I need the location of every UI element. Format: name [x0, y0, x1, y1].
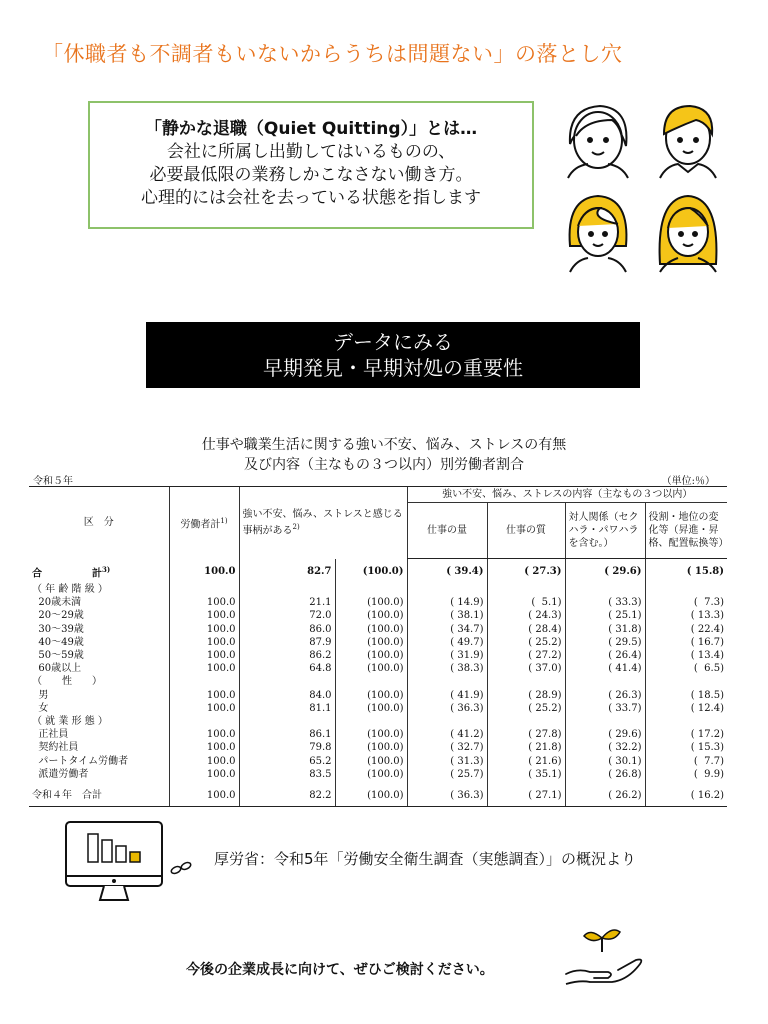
sprout-hand-icon — [562, 924, 646, 990]
row-label: 男 — [32, 689, 49, 701]
cell-relationships: ( 41.4) — [565, 662, 645, 675]
cell-relationships: ( 26.4) — [565, 649, 645, 662]
header-workers: 労働者計$^{1)}$ — [169, 487, 239, 559]
table-row — [29, 649, 727, 662]
cell-paren: (100.0) — [335, 768, 407, 781]
cell-quality: ( 5.1) — [487, 596, 565, 609]
definition-box — [88, 101, 534, 229]
cell-volume: ( 49.7) — [407, 636, 487, 649]
row-label: 40～49歳 — [32, 636, 84, 648]
cell-stress — [239, 583, 335, 596]
banner-line: データにみる — [333, 330, 453, 354]
cell-relationships: ( 26.8) — [565, 768, 645, 781]
cell-stress: 65.2 — [239, 755, 335, 768]
cell-relationships: ( 29.6) — [565, 559, 645, 584]
cell-total — [169, 715, 239, 728]
cell-volume: ( 38.3) — [407, 662, 487, 675]
cell-stress: 79.8 — [239, 741, 335, 754]
woman-yellow-avatar-icon — [570, 196, 627, 272]
header-work-quality: 仕事の質 — [487, 503, 565, 559]
cell-relationships: ( 26.3) — [565, 689, 645, 702]
cell-volume: ( 41.9) — [407, 689, 487, 702]
row-label: 女 — [32, 702, 49, 714]
cell-total: 100.0 — [169, 649, 239, 662]
cell-stress: 72.0 — [239, 609, 335, 622]
cell-quality: ( 21.8) — [487, 741, 565, 754]
cell-relationships: ( 29.6) — [565, 728, 645, 741]
cell-quality — [487, 715, 565, 728]
cell-quality: ( 27.3) — [487, 559, 565, 584]
cell-paren: (100.0) — [335, 662, 407, 675]
cell-role-change: ( 12.4) — [645, 702, 727, 715]
table-row — [29, 662, 727, 675]
cell-total: 100.0 — [169, 755, 239, 768]
cell-stress: 82.2 — [239, 781, 335, 807]
header-role-change: 役割・地位の変化等（昇進・昇格、配置転換等） — [645, 503, 727, 559]
cell-paren: (100.0) — [335, 702, 407, 715]
table-title: 仕事や職業生活に関する強い不安、悩み、ストレスの有無 — [201, 437, 567, 453]
cell-stress: 86.0 — [239, 623, 335, 636]
cell-paren: (100.0) — [335, 636, 407, 649]
cell-volume: ( 14.9) — [407, 596, 487, 609]
table-row — [29, 715, 727, 728]
cell-relationships — [565, 715, 645, 728]
closing-message: 今後の企業成長に向けて、ぜひご検討ください。 — [186, 962, 494, 978]
cell-quality: ( 35.1) — [487, 768, 565, 781]
row-label: 正社員 — [32, 729, 69, 741]
definition-line: 心理的には会社を去っている状態を指します — [141, 188, 481, 208]
cell-stress: 64.8 — [239, 662, 335, 675]
table-row — [29, 596, 727, 609]
cell-role-change: ( 15.8) — [645, 559, 727, 584]
cell-quality: ( 21.6) — [487, 755, 565, 768]
cell-quality: ( 28.4) — [487, 623, 565, 636]
header-relationships: 対人関係（セクハラ・パワハラを含む。） — [565, 503, 645, 559]
cell-relationships: ( 30.1) — [565, 755, 645, 768]
cell-total: 100.0 — [169, 781, 239, 807]
cell-role-change: ( 16.7) — [645, 636, 727, 649]
cell-total: 100.0 — [169, 636, 239, 649]
banner-line: 早期発見・早期対処の重要性 — [263, 356, 523, 380]
avatar-group — [560, 96, 730, 274]
cell-paren: (100.0) — [335, 649, 407, 662]
cell-quality — [487, 675, 565, 688]
cell-role-change: ( 17.2) — [645, 728, 727, 741]
cell-total: 100.0 — [169, 689, 239, 702]
cell-total: 100.0 — [169, 596, 239, 609]
row-label: 契約社員 — [32, 742, 79, 754]
row-label: 令和４年 合計 — [29, 781, 169, 807]
cell-paren: (100.0) — [335, 689, 407, 702]
cell-paren: (100.0) — [335, 559, 407, 584]
definition-line: 会社に所属し出勤してはいるものの、 — [166, 142, 456, 162]
cell-quality: ( 28.9) — [487, 689, 565, 702]
cell-volume: ( 25.7) — [407, 768, 487, 781]
cell-quality: ( 24.3) — [487, 609, 565, 622]
cell-role-change: ( 15.3) — [645, 741, 727, 754]
woman-avatar-icon — [568, 106, 628, 178]
cell-role-change: ( 22.4) — [645, 623, 727, 636]
cell-stress: 82.7 — [239, 559, 335, 584]
woman-long-hair-avatar-icon — [660, 196, 717, 272]
row-label: 派遣労働者 — [32, 768, 89, 780]
cell-paren: (100.0) — [335, 623, 407, 636]
cell-stress: 84.0 — [239, 689, 335, 702]
cell-role-change: ( 7.3) — [645, 596, 727, 609]
cell-volume: ( 31.9) — [407, 649, 487, 662]
cell-stress: 87.9 — [239, 636, 335, 649]
table-unit: （単位:％） — [661, 476, 715, 487]
header-category: 区 分 — [29, 487, 169, 559]
table-row — [29, 702, 727, 715]
cell-total: 100.0 — [169, 623, 239, 636]
cell-relationships — [565, 583, 645, 596]
cell-relationships — [565, 675, 645, 688]
cell-volume — [407, 675, 487, 688]
cell-volume: ( 41.2) — [407, 728, 487, 741]
cell-total — [169, 583, 239, 596]
table-row — [29, 741, 727, 754]
cell-stress: 21.1 — [239, 596, 335, 609]
cell-total: 100.0 — [169, 609, 239, 622]
cell-role-change — [645, 583, 727, 596]
table-row — [29, 623, 727, 636]
cell-paren — [335, 715, 407, 728]
cell-stress: 86.2 — [239, 649, 335, 662]
cell-paren — [335, 583, 407, 596]
cell-volume: ( 36.3) — [407, 781, 487, 807]
cell-quality: ( 25.2) — [487, 636, 565, 649]
cell-volume — [407, 715, 487, 728]
cell-quality — [487, 583, 565, 596]
section-banner — [146, 322, 640, 388]
cell-total: 100.0 — [169, 559, 239, 584]
cell-volume: ( 31.3) — [407, 755, 487, 768]
cell-quality: ( 37.0) — [487, 662, 565, 675]
row-label: 20～29歳 — [32, 610, 84, 622]
cell-stress: 83.5 — [239, 768, 335, 781]
row-label: 60歳以上 — [32, 663, 82, 675]
stats-table-wrapper — [29, 472, 727, 807]
header-stress: 強い不安、悩み、ストレスと感じる事柄がある$^{2)}$ — [239, 487, 407, 559]
cell-relationships: ( 25.1) — [565, 609, 645, 622]
row-label: （ 就 業 形 態 ） — [32, 716, 108, 728]
cell-total: 100.0 — [169, 741, 239, 754]
row-label: 20歳未満 — [32, 597, 82, 609]
cell-role-change: ( 9.9) — [645, 768, 727, 781]
cell-paren: (100.0) — [335, 755, 407, 768]
cell-quality: ( 27.8) — [487, 728, 565, 741]
table-year-label: 令和５年 — [33, 476, 73, 487]
table-row — [29, 781, 727, 807]
cell-role-change: ( 13.4) — [645, 649, 727, 662]
row-label: （ 年 齢 階 級 ） — [32, 584, 108, 596]
table-row — [29, 559, 727, 584]
cell-volume: ( 39.4) — [407, 559, 487, 584]
cell-relationships: ( 33.3) — [565, 596, 645, 609]
source-note: 厚労省：令和5年「労働安全衛生調査（実態調査）」の概況より — [214, 850, 637, 868]
total-note: 3) — [102, 564, 111, 574]
cell-volume — [407, 583, 487, 596]
table-row — [29, 728, 727, 741]
cell-stress — [239, 675, 335, 688]
row-label: 合 計$^{3)}$ — [32, 564, 111, 579]
cell-relationships: ( 26.2) — [565, 781, 645, 807]
cell-total: 100.0 — [169, 662, 239, 675]
cell-volume: ( 36.3) — [407, 702, 487, 715]
table-row — [29, 583, 727, 596]
cell-role-change: ( 16.2) — [645, 781, 727, 807]
cell-relationships: ( 31.8) — [565, 623, 645, 636]
table-row — [29, 609, 727, 622]
row-label: パートタイム労働者 — [32, 755, 129, 767]
cell-role-change: ( 6.5) — [645, 662, 727, 675]
cell-total: 100.0 — [169, 702, 239, 715]
stats-table — [29, 486, 727, 807]
cell-quality: ( 27.1) — [487, 781, 565, 807]
monitor-chart-icon — [64, 820, 204, 910]
cell-quality: ( 25.2) — [487, 702, 565, 715]
cell-role-change: ( 13.3) — [645, 609, 727, 622]
cell-paren: (100.0) — [335, 741, 407, 754]
cell-role-change: ( 18.5) — [645, 689, 727, 702]
cell-total — [169, 675, 239, 688]
cell-total: 100.0 — [169, 728, 239, 741]
cell-volume: ( 32.7) — [407, 741, 487, 754]
cell-paren: (100.0) — [335, 609, 407, 622]
table-row — [29, 768, 727, 781]
table-row — [29, 675, 727, 688]
definition-line: 必要最低限の業務しかこなさない働き方。 — [149, 165, 473, 185]
cell-volume: ( 34.7) — [407, 623, 487, 636]
definition-title: 「静かな退職（Quiet Quitting）」とは… — [144, 119, 478, 139]
cell-relationships: ( 32.2) — [565, 741, 645, 754]
cell-role-change — [645, 715, 727, 728]
cell-paren: (100.0) — [335, 596, 407, 609]
cell-stress — [239, 715, 335, 728]
cell-total: 100.0 — [169, 768, 239, 781]
table-row — [29, 755, 727, 768]
page-headline: 「休職者も不調者もいないからうちは問題ない」の落とし穴 — [42, 42, 623, 66]
cell-paren: (100.0) — [335, 728, 407, 741]
cell-paren — [335, 675, 407, 688]
header-content-group: 強い不安、悩み、ストレスの内容（主なもの３つ以内） — [407, 487, 727, 503]
cell-role-change: ( 7.7) — [645, 755, 727, 768]
header-work-volume: 仕事の量 — [407, 503, 487, 559]
table-row — [29, 689, 727, 702]
cell-paren: (100.0) — [335, 781, 407, 807]
cell-stress: 81.1 — [239, 702, 335, 715]
cell-volume: ( 38.1) — [407, 609, 487, 622]
man-avatar-icon — [660, 106, 716, 178]
table-row — [29, 636, 727, 649]
row-label: 50～59歳 — [32, 650, 84, 662]
row-label: 30～39歳 — [32, 623, 84, 635]
row-label: （ 性 ） — [32, 676, 102, 688]
cell-role-change — [645, 675, 727, 688]
cell-stress: 86.1 — [239, 728, 335, 741]
cell-quality: ( 27.2) — [487, 649, 565, 662]
table-subtitle: 及び内容（主なもの３つ以内）別労働者割合 — [244, 457, 524, 473]
cell-relationships: ( 29.5) — [565, 636, 645, 649]
cell-relationships: ( 33.7) — [565, 702, 645, 715]
mouse-icon — [170, 861, 192, 875]
